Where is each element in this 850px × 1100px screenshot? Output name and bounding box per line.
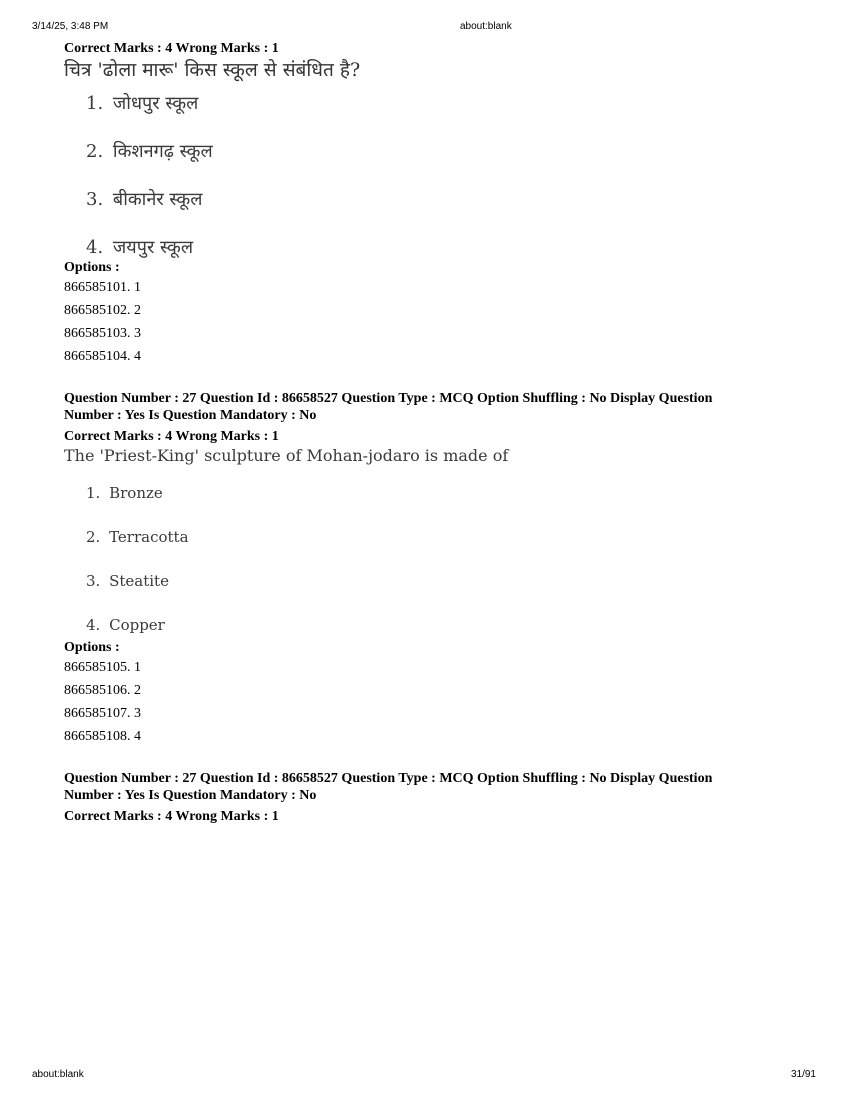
question-header-line-1: Question Number : 27 Question Id : 86658527 Question Type : MCQ Option Shuffling : No Display Question (64, 771, 713, 786)
image-option-1 (86, 483, 784, 527)
option-line: 866585103. 3 (64, 326, 141, 341)
image-option-text: जयपुर स्कूल (112, 237, 194, 258)
image-option-number: 4. (86, 237, 104, 258)
marks-line: Correct Marks : 4 Wrong Marks : 1 (64, 809, 279, 824)
options-label: Options : (64, 260, 120, 275)
question-header-line-2: Number : Yes Is Question Mandatory : No (64, 408, 317, 423)
image-option-number: 3. (86, 572, 101, 590)
option-line: 866585108. 4 (64, 729, 141, 744)
question-block-2 (64, 390, 784, 748)
print-url: about:blank (32, 1069, 84, 1080)
question-image-text: The 'Priest-King' sculpture of Mohan-jodaro is made of (64, 446, 509, 465)
image-option-3 (86, 571, 784, 615)
print-datetime: 3/14/25, 3:48 PM (32, 21, 109, 32)
question-image-text: चित्र 'ढोला मारू' किस स्कूल से संबंधित है? (64, 59, 361, 81)
marks-line: Correct Marks : 4 Wrong Marks : 1 (64, 41, 279, 56)
print-title: about:blank (460, 21, 512, 32)
question-header-line-2: Number : Yes Is Question Mandatory : No (64, 788, 317, 803)
image-option-number: 3. (86, 189, 104, 210)
marks-line: Correct Marks : 4 Wrong Marks : 1 (64, 429, 279, 444)
image-option-1 (86, 91, 784, 139)
question-header-line-1: Question Number : 27 Question Id : 86658527 Question Type : MCQ Option Shuffling : No Display Question (64, 391, 713, 406)
option-line: 866585105. 1 (64, 660, 141, 675)
image-option-2 (86, 139, 784, 187)
option-line: 866585107. 3 (64, 706, 141, 721)
question-block-3 (64, 770, 784, 825)
image-option-text: बीकानेर स्कूल (112, 189, 203, 210)
image-option-text: Copper (109, 616, 165, 634)
option-line: 866585101. 1 (64, 280, 141, 295)
option-line: 866585102. 2 (64, 303, 141, 318)
image-option-text: जोधपुर स्कूल (112, 93, 199, 114)
image-option-number: 1. (86, 484, 101, 502)
image-option-2 (86, 527, 784, 571)
question-block-1 (64, 40, 784, 368)
image-option-number: 1. (86, 93, 104, 114)
page-number: 31/91 (790, 1069, 816, 1080)
option-line: 866585106. 2 (64, 683, 141, 698)
question-header (64, 770, 784, 804)
question-header (64, 390, 784, 424)
image-option-text: Bronze (109, 484, 163, 502)
image-option-3 (86, 187, 784, 235)
image-option-4 (86, 615, 784, 639)
image-option-text: Steatite (109, 572, 169, 590)
image-option-text: किशनगढ़ स्कूल (112, 141, 213, 162)
image-option-number: 2. (86, 528, 101, 546)
option-line: 866585104. 4 (64, 349, 141, 364)
options-label: Options : (64, 640, 120, 655)
image-option-4 (86, 235, 784, 259)
image-option-text: Terracotta (109, 528, 189, 546)
image-option-number: 2. (86, 141, 104, 162)
document-content (64, 40, 784, 825)
image-option-number: 4. (86, 616, 101, 634)
